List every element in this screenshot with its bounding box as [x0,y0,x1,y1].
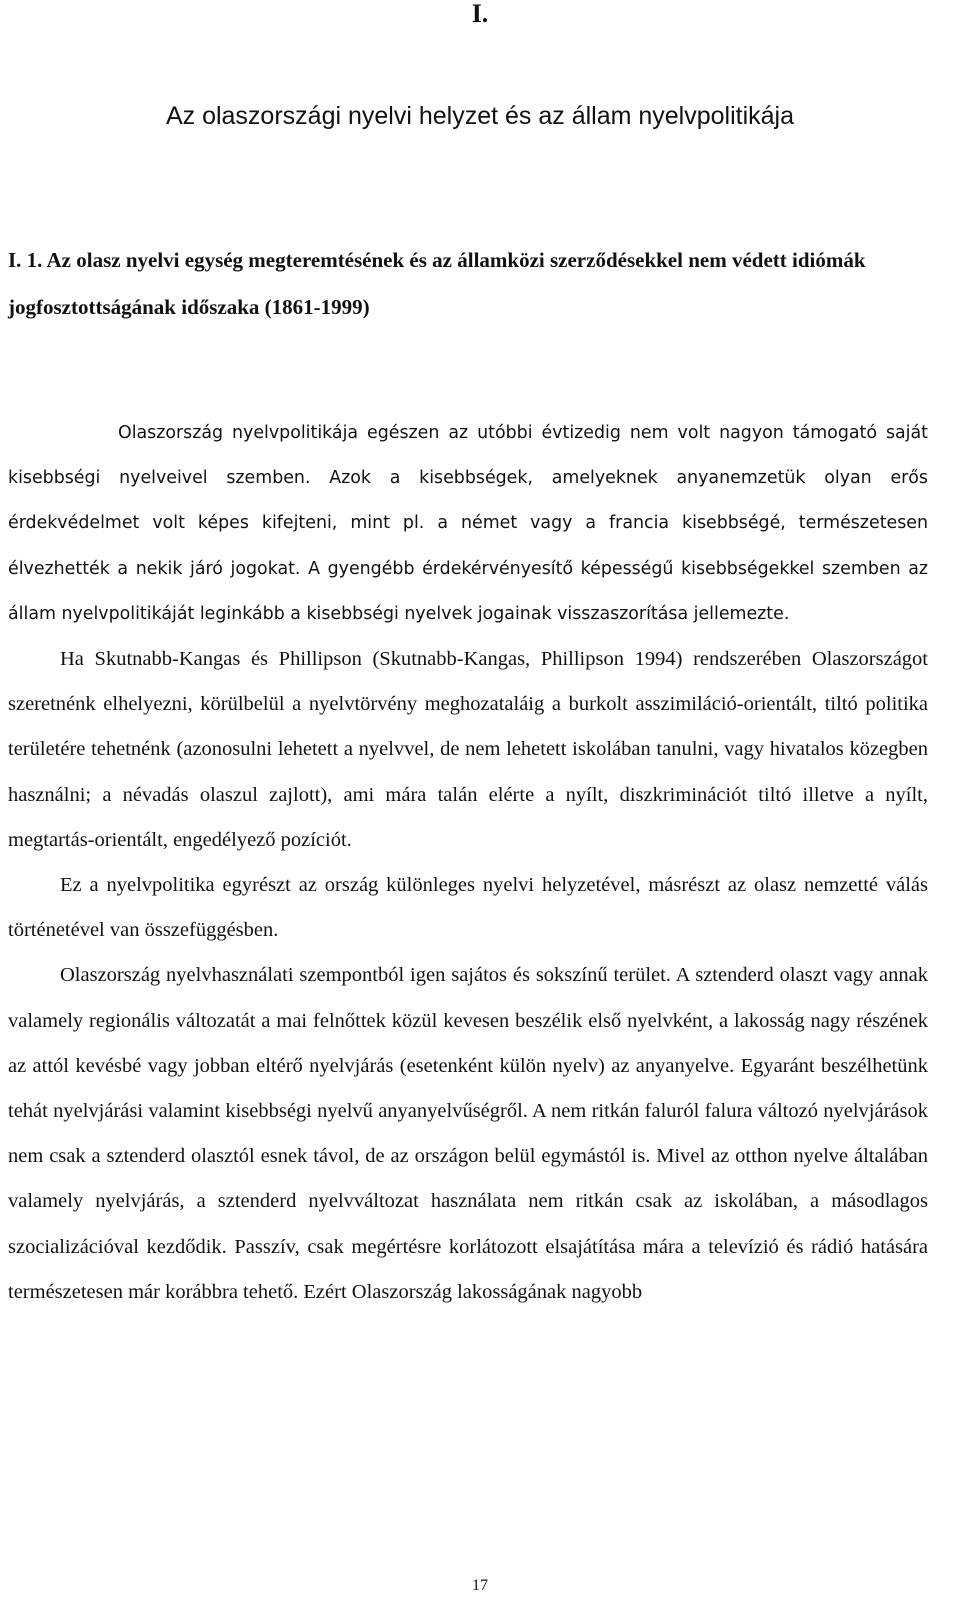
body-text [8,411,928,1315]
paragraph: Olaszország nyelvhasználati szempontból igen sajátos és sokszínű terület. A sztenderd olaszt vagy annak valamely regionális változatát a mai felnőttek közül kevesen beszélik első nyelvként, a lakosság nagy részének az attól kevésbé vagy jobban eltérő nyelvjárás (esetenként külön nyelv) az anyanyelve. Egyaránt beszélhetünk tehát nyelvjárási valamint kisebbségi nyelvű anyanyelvűségről. A nem ritkán faluról falura változó nyelvjárások nem csak a sztenderd olasztól esnek távol, de az országon belül egymástól is. Mivel az otthon nyelve általában valamely nyelvjárás, a sztenderd nyelvváltozat használata nem ritkán csak az iskolában, a másodlagos szocializációval kezdődik. Passzív, csak megértésre korlátozott elsajátítása mára a televízió és rádió hatására természetesen már korábbra tehető. Ezért Olaszország lakosságának nagyobb [8,964,928,1303]
paragraph: Ha Skutnabb-Kangas és Phillipson (Skutnabb-Kangas, Phillipson 1994) rendszerében Olaszországot szeretnénk elhelyezni, körülbelül a nyelvtörvény meghozataláig a burkolt asszimiláció-orientált, tiltó politika területére tehetnénk (azonosulni lehetett a nyelvvel, de nem lehetett iskolában tanulni, vagy hivatalos közegben használni; a névadás olaszul zajlott), ami mára talán elérte a nyílt, diszkriminációt tiltó illetve a nyílt, megtartás-orientált, engedélyező pozíciót. [8,648,928,851]
paragraph: Olaszország nyelvpolitikája egészen az utóbbi évtizedig nem volt nagyon támogató saját kisebbségi nyelveivel szemben. Azok a kisebbségek, amelyeknek anyanemzetük olyan erős érdekvédelmet volt képes kifejteni, mint pl. a német vagy a francia kisebbségé, természetesen élvezhették a nekik járó jogokat. A gyengébb érdekérvényesítő képességű kisebbségekkel szemben az állam nyelvpolitikáját leginkább a kisebbségi nyelvek jogainak visszaszorítása jellemezte. [8,423,928,624]
paragraph: Ez a nyelvpolitika egyrészt az ország különleges nyelvi helyzetével, másrészt az olasz nemzetté válás történetével van összefüggésben. [8,874,928,942]
section-heading: I. 1. Az olasz nyelvi egység megteremtésének és az államközi szerződésekkel nem védett idiómák jogfosztottságának időszaka (1861-1999) [8,248,866,319]
page-number: 17 [472,1577,488,1594]
chapter-number: I. [471,0,489,28]
chapter-title: Az olaszországi nyelvi helyzet és az állam nyelvpolitikája [165,102,795,130]
